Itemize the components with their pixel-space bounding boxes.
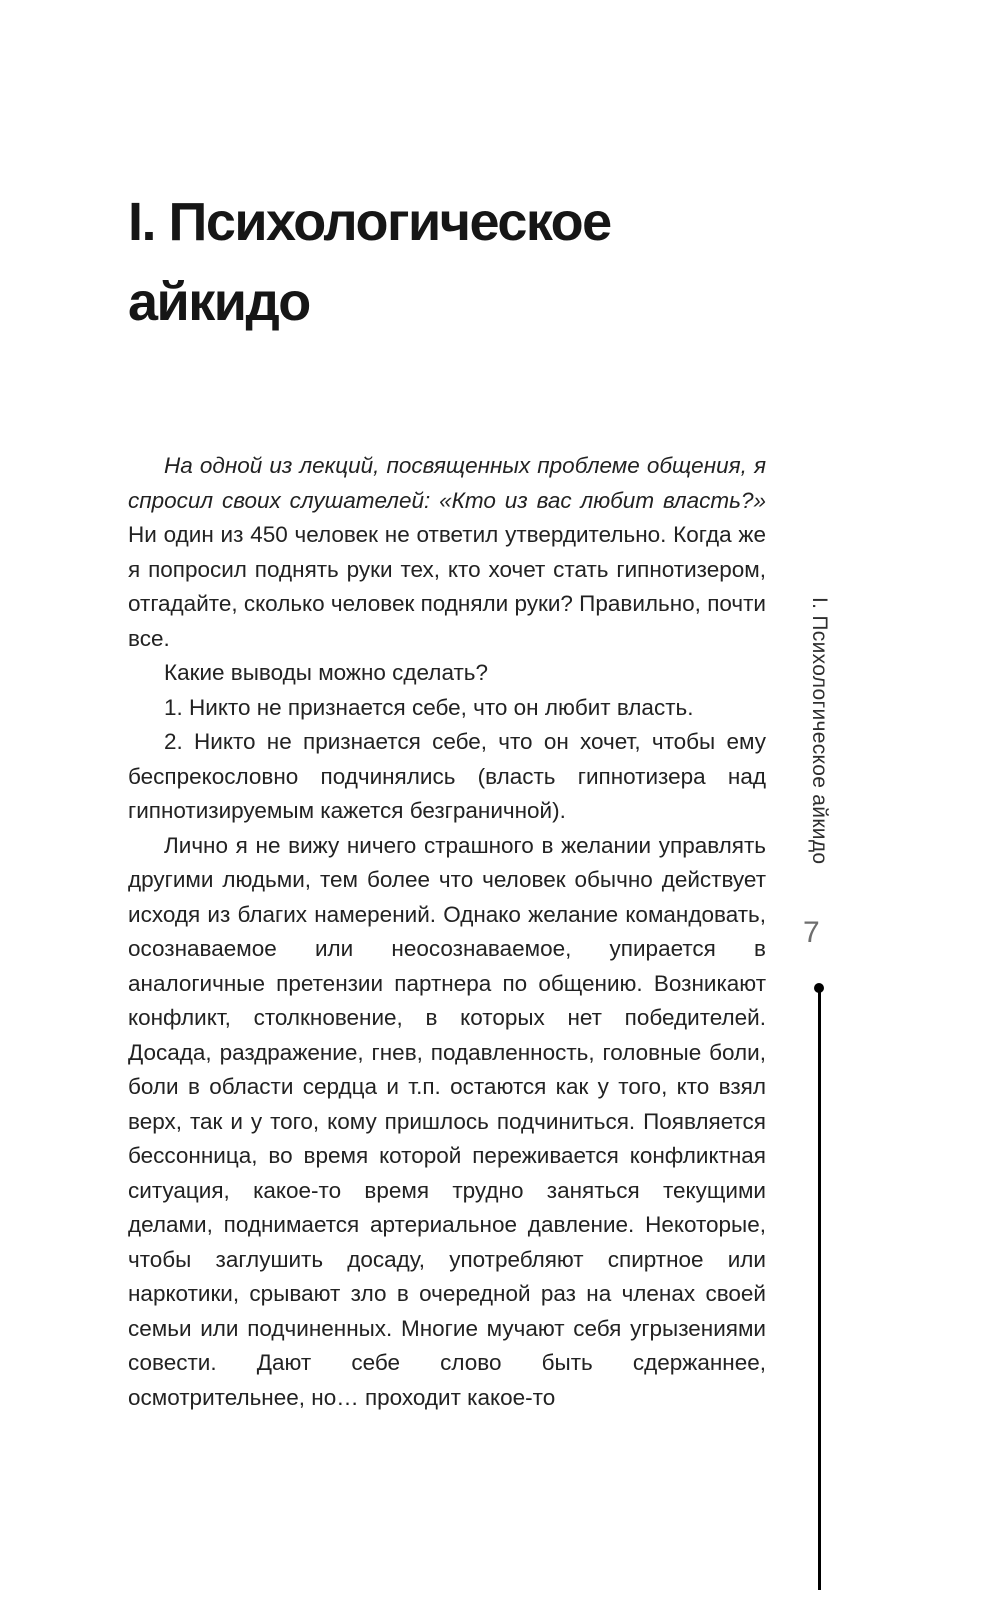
body-text: [128, 449, 766, 1415]
page-number: 7: [803, 916, 820, 949]
paragraph-segment: Какие выводы можно сделать?: [164, 660, 488, 685]
chapter-title-line-1: I. Психологическое: [128, 192, 611, 253]
paragraph-segment: Лично я не вижу ничего страшного в желании управлять другими людьми, тем более что человек обычно действует исходя из благих намерений. Однако желание командовать, осознаваемое или неосознаваемое, упирается в аналогичные претензии партнера по общению. Возникают конфликт, столкновение, в которых нет победителей. Досада, раздражение, гнев, подавленность, головные боли, боли в области сердца и т.п. остаются как у того, кто взял верх, так и у того, кому пришлось подчиниться. Появляется бессонница, во время которой переживается конфликтная ситуация, какое-то время трудно заняться текущими делами, поднимается артериальное давление. Некоторые, чтобы заглушить досаду, употребляют спиртное или наркотики, срывают зло в очередной раз на членах своей семьи или подчиненных. Многие мучают себя угрызениями совести. Дают себе слово быть сдержаннее, осмотрительнее, но… проходит какое-то: [128, 832, 766, 1410]
paragraph-segment: 1. Никто не признается себе, что он любит власть.: [164, 694, 694, 720]
running-head: I. Психологическое айкидо: [808, 597, 831, 865]
paragraph: [128, 449, 766, 656]
paragraph-segment-italic: На одной из лекций, посвященных проблеме общения, я спросил своих слушателей: «Кто из вас любит власть?»: [128, 453, 766, 513]
margin-rule: [818, 990, 821, 1590]
paragraph: [128, 656, 766, 691]
paragraph: [128, 691, 766, 726]
paragraph: [128, 829, 766, 1416]
paragraph-segment: 2. Никто не признается себе, что он хочет, чтобы ему беспрекословно подчинялись (власть гипнотизера над гипнотизируемым кажется безграничной).: [128, 729, 766, 823]
paragraph: [128, 725, 766, 829]
chapter-title-line-2: айкидо: [128, 272, 310, 333]
paragraph-segment: Ни один из 450 человек не ответил утвердительно. Когда же я попросил поднять руки тех, кто хочет стать гипнотизером, отгадайте, сколько человек подняли руки? Правильно, почти все.: [128, 522, 766, 651]
chapter-title: [128, 182, 611, 342]
